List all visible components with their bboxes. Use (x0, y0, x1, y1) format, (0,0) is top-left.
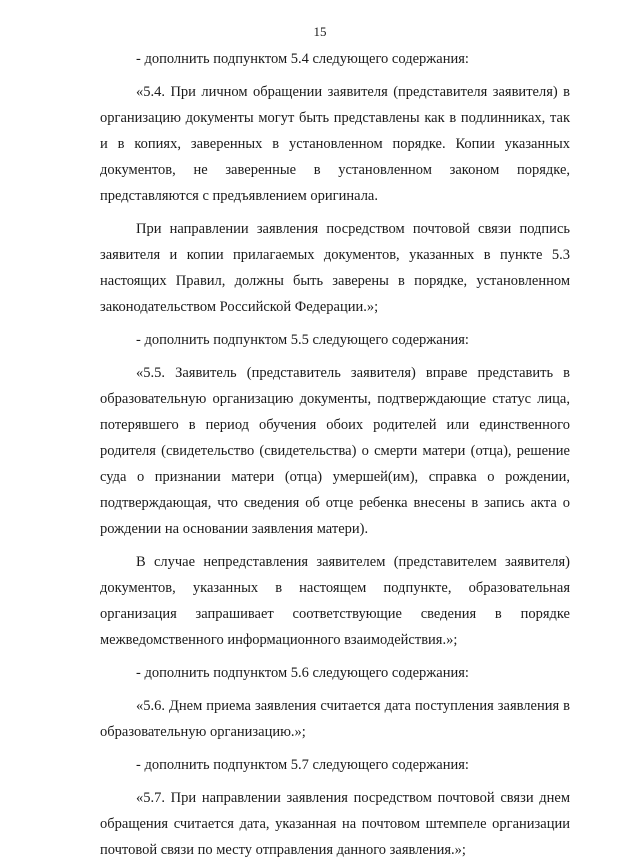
paragraph-5-4-text: «5.4. При личном обращении заявителя (представителя заявителя) в организацию документы могут быть представлены как в подлинниках, так и в копиях, заверенных в установленном порядке. Копии указанных документов, не заверенные в установленном законом порядке, представляются с предъявлением оригинала. (100, 84, 570, 204)
paragraph-amend-5-4: - дополнить подпунктом 5.4 следующего содержания: (136, 51, 469, 67)
document-body (100, 46, 570, 863)
paragraph-5-5-text: «5.5. Заявитель (представитель заявителя) вправе представить в образовательную организацию документы, подтверждающие статус лица, потерявшего в период обучения обоих родителей или единственного родителя (свидетельство (свидетельства) о смерти матери (отца), решение суда о признании матери (отца) умершей(им), справка о рождении, подтверждающая, что сведения об отце ребенка внесены в запись акта о рождении на основании заявления матери). (100, 365, 570, 537)
paragraph-amend-5-7: - дополнить подпунктом 5.7 следующего содержания: (136, 757, 469, 773)
paragraph-amend-5-6: - дополнить подпунктом 5.6 следующего содержания: (136, 665, 469, 681)
paragraph-5-7-text: «5.7. При направлении заявления посредством почтовой связи днем обращения считается дата, указанная на почтовом штемпеле организации почтовой связи по месту отправления данного заявления.»; (100, 790, 570, 858)
paragraph-5-4-postal: При направлении заявления посредством почтовой связи подпись заявителя и копии прилагаемых документов, указанных в пункте 5.3 настоящих Правил, должны быть заверены в порядке, установленном законодательством Российской Федерации.»; (100, 221, 570, 315)
page-number: 15 (313, 24, 327, 39)
paragraph-amend-5-5: - дополнить подпунктом 5.5 следующего содержания: (136, 332, 469, 348)
paragraph-5-5-request: В случае непредставления заявителем (представителем заявителя) документов, указанных в настоящем подпункте, образовательная организация запрашивает соответствующие сведения в порядке межведомственного информационного взаимодействия.»; (100, 554, 570, 648)
paragraph-5-6-text: «5.6. Днем приема заявления считается дата поступления заявления в образовательную организацию.»; (100, 698, 570, 740)
